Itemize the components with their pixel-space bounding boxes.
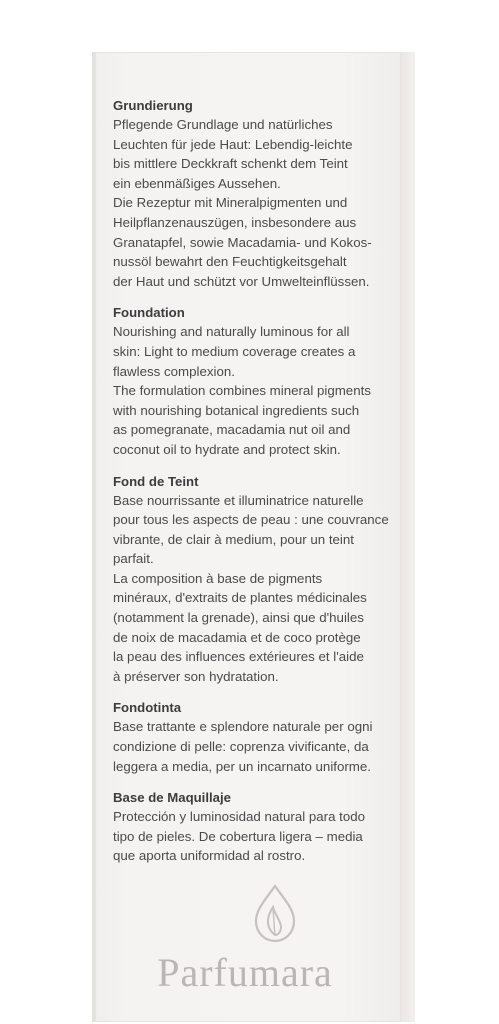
- watermark-logo: [157, 883, 375, 996]
- box-text-panel: [113, 96, 395, 878]
- section-heading: Fondotinta: [113, 700, 182, 716]
- section-body: Nourishing and naturally luminous for all skin: Light to medium coverage creates a flawless complexion. The formulation combines mineral pigments with nourishing botanical ingredients such as pomegranate, macadamia nut oil and coconut oil to hydrate and protect skin.: [113, 324, 371, 457]
- section-heading: Foundation: [113, 305, 185, 321]
- section-heading: Fond de Teint: [113, 473, 199, 489]
- drop-leaf-icon: [248, 883, 302, 945]
- section-italian: [113, 698, 395, 776]
- section-heading: Grundierung: [113, 98, 193, 113]
- section-heading: Base de Maquillaje: [113, 790, 231, 806]
- section-body: Protección y luminosidad natural para todo tipo de pieles. De cobertura ligera – media que aporta uniformidad al rostro.: [113, 809, 366, 864]
- section-body: Pflegende Grundlage und natürliches Leuchten für jede Haut: Lebendig-leichte bis mittlere Deckkraft schenkt dem Teint ein ebenmäßiges Aussehen. Die Rezeptur mit Mineralpigmenten und Heilpflanzenauszügen, insbesondere aus Granatapfel, sowie Macadamia- und Kokos- nussöl bewahrt den Feuchtigkeitsgehalt der Haut und schützt vor Umwelteinflüssen.: [113, 117, 372, 289]
- section-english: [113, 303, 395, 459]
- box-right-edge: [401, 52, 415, 1022]
- section-french: [113, 472, 395, 687]
- section-body: Base trattante e splendore naturale per ogni condizione di pelle: coprenza vivificante, da leggera a media, per un incarnato uniforme.: [113, 719, 373, 774]
- section-german: [113, 96, 395, 291]
- section-body: Base nourrissante et illuminatrice naturelle pour tous les aspects de peau : une couvrance vibrante, de clair à medium, pour un teint parfait. La composition à base de pigments minéraux, d'extraits de plantes médicinales (notamment la grenade), ainsi que d'huiles de noix de macadamia et de coco protège la peau des influences extérieures et l'aide à préserver son hydratation.: [113, 492, 389, 684]
- section-spanish: [113, 788, 395, 866]
- watermark-text: Parfumara: [157, 950, 333, 995]
